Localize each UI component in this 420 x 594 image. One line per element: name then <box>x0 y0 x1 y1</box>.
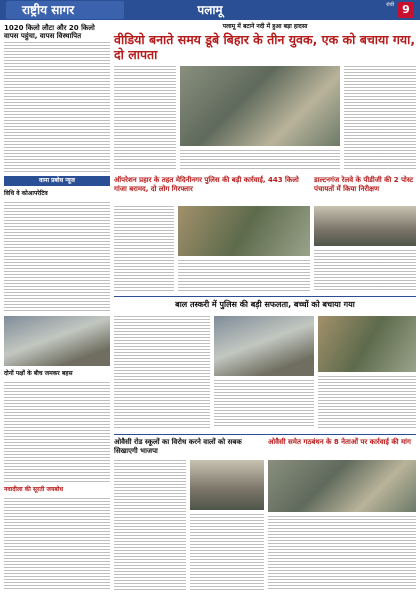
bottom-text-block <box>190 514 264 590</box>
lead-text-block <box>114 66 176 170</box>
section-divider <box>114 296 416 297</box>
mid-text-block <box>318 376 416 428</box>
left-text-block <box>4 202 110 312</box>
second-headline: ऑपरेशन प्रहार के तहत मेदिनीनगर पुलिस की बड़ी कार्रवाई, 443 किलो गांजा बरामद, दो लोग गिरफ्तार <box>114 176 299 193</box>
lead-headline: वीडियो बनाते समय डूबे बिहार के तीन युवक, एक को बचाया गया, दो लापता <box>114 32 416 62</box>
bottom-right-headline: ओवैसी समेत गठबंधन के 8 नेताओं पर कार्रवाई की मांग <box>268 438 411 446</box>
page-header <box>0 0 420 20</box>
left-column <box>4 22 110 592</box>
second-text-block <box>178 260 310 292</box>
bottom-story <box>114 438 264 592</box>
bottom-right-text-block <box>268 516 416 590</box>
masthead: राष्ट्रीय सागर <box>6 1 124 19</box>
lead-story <box>114 22 416 172</box>
left-mid-headline: विधि वे कोआपरेटिव <box>4 190 48 197</box>
page-title: पलामू <box>197 3 223 17</box>
right-text-block <box>314 250 416 292</box>
bottom-right-photo <box>268 460 416 512</box>
section-divider <box>114 434 416 435</box>
left-photo <box>4 316 110 366</box>
mid-right-headline: बाल तस्करी में पुलिस की बड़ी सफलता, बच्चों को बचाया गया <box>175 300 355 309</box>
left-lower-headline: दोनों पक्षों के बीच जमकर बहस <box>4 370 73 377</box>
header-date: रांची <box>386 2 394 8</box>
mid-photo <box>318 316 416 372</box>
bottom-right-story <box>268 438 416 592</box>
second-text-block <box>114 206 174 292</box>
lead-photo <box>180 66 340 146</box>
left-text-block <box>4 498 110 590</box>
left-bottom-headline: नवादीला की सूरती जयबोध <box>4 486 64 493</box>
bottom-text-block <box>114 460 186 590</box>
lead-text-block <box>344 66 416 170</box>
mid-text-block <box>214 380 314 428</box>
right-story <box>314 176 416 294</box>
lead-kicker: पलामू में बटाने नदी में हुआ बड़ा हादसा <box>114 22 416 31</box>
right-photo <box>314 206 416 246</box>
left-text-block <box>4 382 110 482</box>
second-story <box>114 176 310 294</box>
lead-text-block <box>180 150 340 170</box>
right-headline: डाल्टनगंज रेलवे के पीडीजी की 2 पोस्ट पंचायतों में किया निरीक्षण <box>314 176 414 193</box>
second-photo <box>178 206 310 256</box>
mid-right-story <box>114 300 416 430</box>
mid-text-block <box>114 316 210 428</box>
mid-photo <box>214 316 314 376</box>
bottom-photo <box>190 460 264 510</box>
left-text-block <box>4 42 110 172</box>
page-number: 9 <box>398 2 414 18</box>
left-section-title: वामा प्रबोध न्यूज <box>4 176 110 186</box>
left-top-headline: 1020 किलो लौटा और 20 किलो वापस पहुंचा, वापस विस्थापित <box>4 24 95 40</box>
bottom-headline: ओवैसी रोड स्कूलों का विरोध करने वालों को सबक सिखाएगी भाजपा <box>114 438 242 455</box>
